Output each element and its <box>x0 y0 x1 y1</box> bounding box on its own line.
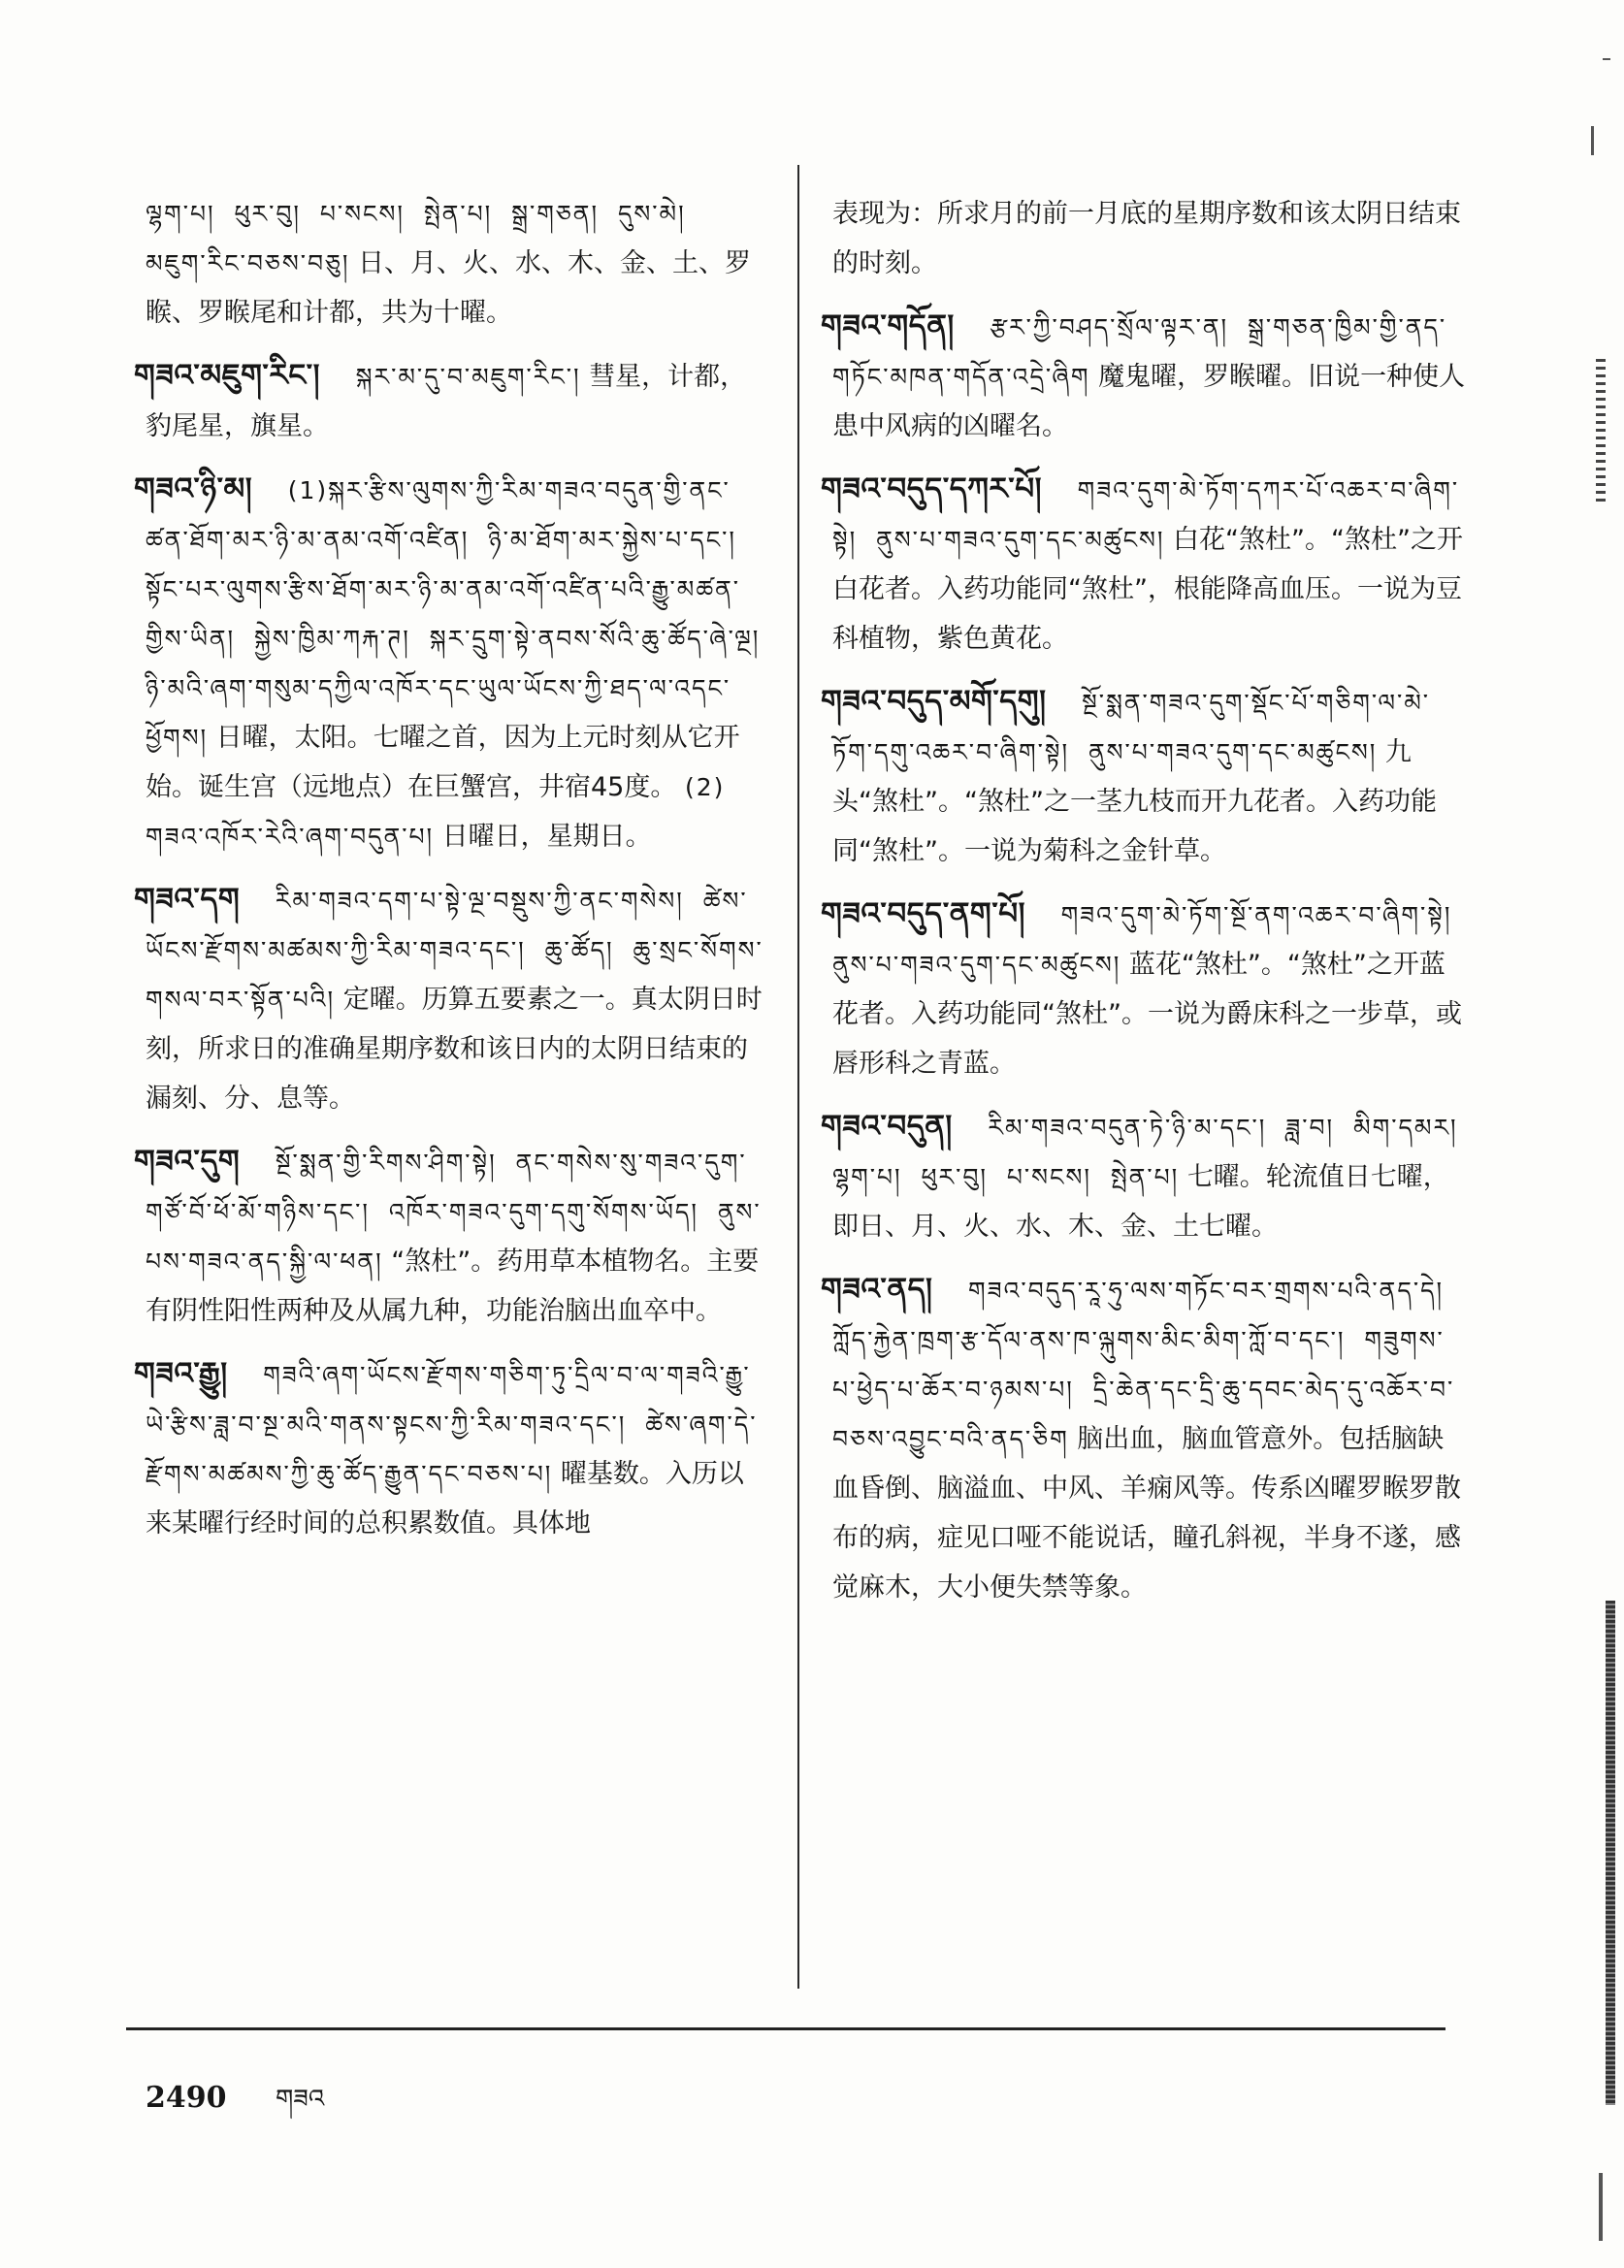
scan-mark <box>1599 2173 1603 2241</box>
scan-mark <box>1591 126 1594 155</box>
running-head: གཟའ <box>275 2085 325 2114</box>
page-footer <box>146 2071 324 2142</box>
headword: གཟའ་བདུད་མགོ་དགུ། <box>821 684 1047 719</box>
headword: གཟའ་དུག <box>134 1144 241 1179</box>
right-column <box>821 189 1468 1626</box>
entry-chinese: 白花“煞杜”。“煞杜”之开白花者。入药功能同“煞杜”，根能降高血压。一说为豆科植物，紫色黄花。 <box>832 525 1463 654</box>
entry-chinese: 七曜。轮流值日七曜，即日、月、火、水、木、金、土七曜。 <box>832 1162 1449 1242</box>
entry <box>821 302 1468 451</box>
scan-mark <box>1606 1601 1615 2105</box>
headword: གཟའ་ནད། <box>821 1272 933 1307</box>
entry <box>821 465 1468 664</box>
entry-tibetan: གཟའི་ཞག་ཡོངས་རྫོགས་གཅིག་ཏུ་དྲིལ་བ་ལ་གཟའི་རྒྱུ་ཡེ་རྩིས་ཟླ་བ་སྔ་མའི་གནས་སྟངས་ཀྱི་རིམ་གཟའ་དང་། ཚེས་ཞག་དེ་རྫོགས་མཚམས་ཀྱི་ཆུ་ཚོད་རྒྱུན་དང་བཅས་པ། <box>146 1361 758 1488</box>
entry-tibetan: རིམ་གཟའ་བདུན་ཏེ་ཉི་མ་དང་། ཟླ་བ། མིག་དམར། ལྷག་པ། ཕུར་བུ། པ་སངས། སྤེན་པ། <box>832 1114 1458 1191</box>
entry-tibetan-sense-2: (2) གཟའ་འཁོར་རེའི་ཞག་བདུན་པ། <box>146 773 726 851</box>
entry-tibetan: རྩར་ཀྱི་བཤད་སྲོལ་ལྟར་ན། སྒྲ་གཅན་ཁྱིམ་གྱི་ནད་གཏོང་མཁན་གདོན་འདྲེ་ཞིག <box>832 313 1447 391</box>
headword: གཟའ་དག <box>134 882 241 917</box>
entry <box>146 189 766 338</box>
entry-tibetan: གཟའ་དུག་མེ་ཏོག་དཀར་པོ་འཆར་བ་ཞིག་སྟེ། ནུས་པ་གཟའ་དུག་དང་མཚུངས། <box>832 476 1460 554</box>
scan-mark <box>1603 58 1610 60</box>
headword: གཟའ་བདུད་དཀར་པོ། <box>821 471 1043 506</box>
entry <box>134 465 766 861</box>
entry-chinese: 彗星，计都，豹尾星，旗星。 <box>146 362 747 441</box>
entry <box>821 1102 1468 1251</box>
entry-chinese: 脑出血，脑血管意外。包括脑缺血昏倒、脑溢血、中风、羊痫风等。传系凶曜罗睺罗散布的病，症见口哑不能说话，瞳孔斜视，半身不遂，感觉麻木，大小便失禁等象。 <box>832 1424 1461 1603</box>
headword: གཟའ་ཉི་མ། <box>134 471 253 506</box>
headword: གཟའ་བདུན། <box>821 1109 953 1144</box>
entry-chinese-sense-2: 日曜日，星期日。 <box>441 822 652 852</box>
entry-tibetan: (1)སྐར་རྩིས་ལུགས་ཀྱི་རིམ་གཟའ་བདུན་གྱི་ནང་ཚན་ཐོག་མར་ཉི་མ་ནམ་འགོ་འཛིན། ཉི་མ་ཐོག་མར་སྐྱེས་པ་དང་། སྟོང་པར་ལུགས་རྩིས་ཐོག་མར་ཉི་མ་ནམ་འགོ་འཛིན་པའི་རྒྱུ་མཚན་གྱིས་ཡིན། སྐྱེས་ཁྱིམ་ཀརྐ་ཊ། སྐར་དྲུག་སྟེ་ནབས་སོའི་ཆུ་ཚོད་ཞེ་ལྔ། ཉི་མའི་ཞག་གསུམ་དཀྱིལ་འཁོར་དང་ཡུལ་ཡོངས་ཀྱི་ཐད་ལ་འདང་ཕྱོགས། <box>146 476 761 752</box>
entry <box>821 890 1468 1088</box>
headword: གཟའ་མཇུག་རིང་། <box>134 358 321 393</box>
entry-chinese: 九头“煞杜”。“煞杜”之一茎九枝而开九花者。入药功能同“煞杜”。一说为菊科之金针草。 <box>832 737 1437 866</box>
entry-chinese: 定曜。历算五要素之一。真太阴日时刻，所求日的准确星期序数和该日内的太阴日结束的漏刻、分、息等。 <box>146 985 763 1114</box>
footer-rule <box>126 2027 1445 2030</box>
entry-chinese: 日、月、火、水、木、金、土、罗睺、罗睺尾和计都，共为十曜。 <box>146 248 752 328</box>
entry <box>821 1265 1468 1612</box>
entry-chinese: 魔鬼曜，罗睺曜。旧说一种使人患中风病的凶曜名。 <box>832 362 1466 441</box>
entry-tibetan: ལྷག་པ། ཕུར་བུ། པ་སངས། སྤེན་པ། སྒྲ་གཅན། དུས་མེ། མཇུག་རིང་བཅས་བཅུ། <box>146 200 686 277</box>
entry-tibetan: རིམ་གཟའ་དག་པ་སྟེ་ལྔ་བསྡུས་ཀྱི་ནང་གསེས། ཚེས་ཡོངས་རྫོགས་མཚམས་ཀྱི་རིམ་གཟའ་དང་། ཆུ་ཚོད། ཆུ་སྲང་སོགས་གསལ་བར་སྟོན་པའི། <box>146 887 763 1014</box>
entry-chinese: 日曜，太阳。七曜之首，因为上元时刻从它开始。诞生宫（远地点）在巨蟹宫，井宿45度。 <box>146 723 740 802</box>
entry-tibetan: གཟའ་དུག་མེ་ཏོག་སྔོ་ནག་འཆར་བ་ཞིག་སྟེ། ནུས་པ་གཟའ་དུག་དང་མཚུངས། <box>832 901 1452 979</box>
entry-chinese: 蓝花“煞杜”。“煞杜”之开蓝花者。入药功能同“煞杜”。一说为爵床科之一步草，或唇形科之青蓝。 <box>832 950 1462 1079</box>
left-column <box>134 189 766 1562</box>
entry-tibetan: སྔོ་སྨན་གཟའ་དུག་སྡོང་པོ་གཅིག་ལ་མེ་ཏོག་དགུ་འཆར་བ་ཞིག་སྟེ། ནུས་པ་གཟའ་དུག་དང་མཚུངས། <box>832 689 1431 766</box>
entry <box>832 189 1468 288</box>
headword: གཟའ་རྒྱུ། <box>134 1356 228 1391</box>
scan-mark <box>1596 359 1606 504</box>
entry-chinese: “煞杜”。药用草本植物名。主要有阴性阳性两种及从属九种，功能治脑出血卒中。 <box>146 1247 760 1326</box>
entry <box>134 1349 766 1548</box>
entry-tibetan: གཟའ་བདུད་རཱ་ཧུ་ལས་གཏོང་བར་གྲགས་པའི་ནད་དེ། ཀློད་རྐྱེན་ཁྲག་རྩ་དོལ་ནས་ཁ་ལྐུགས་མིང་མིག་ཀློ་བ་དང་། གཟུགས་པ་ཕྱེད་པ་ཆོར་བ་ཉམས་པ། དྲི་ཆེན་དང་དྲི་ཆུ་དབང་མེད་དུ་འཆོར་བ་བཅས་འབྱུང་བའི་ནད་ཅིག <box>832 1277 1455 1453</box>
headword: གཟའ་བདུད་ནག་པོ། <box>821 896 1025 931</box>
entry-tibetan: སྐར་མ་དུ་བ་མཇུག་རིང་། <box>355 363 581 391</box>
entry <box>134 1137 766 1336</box>
column-divider <box>797 165 799 1989</box>
page-number: 2490 <box>146 2081 227 2115</box>
entry <box>821 677 1468 876</box>
entry-chinese: 表现为：所求月的前一月底的星期序数和该太阴日结束的时刻。 <box>832 199 1461 278</box>
entry <box>134 875 766 1123</box>
entry-tibetan: སྔོ་སྨན་གྱི་རིགས་ཤིག་སྟེ། ནང་གསེས་སུ་གཟའ་དུག་གཙོ་བོ་ཕོ་མོ་གཉིས་དང་། འཁོར་གཟའ་དུག་དགུ་སོགས་ཡོད། ནུས་པས་གཟའ་ནད་སྐྱི་ལ་ཕན། <box>146 1149 762 1276</box>
headword: གཟའ་གདོན། <box>821 308 955 343</box>
entry-chinese: 曜基数。入历以来某曜行经时间的总积累数值。具体地 <box>146 1459 744 1539</box>
entry <box>134 351 766 451</box>
